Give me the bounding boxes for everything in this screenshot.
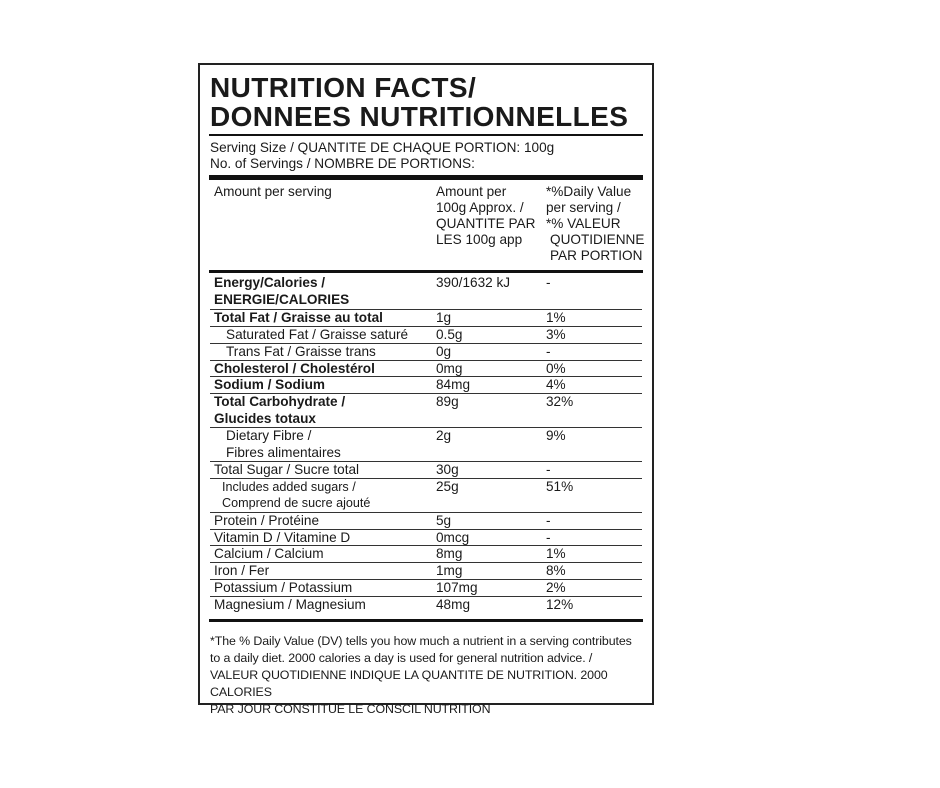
table-row [210, 393, 642, 428]
thin-divider [209, 134, 643, 136]
nutrient-daily-value: 1% [546, 546, 566, 562]
nutrient-name [226, 428, 341, 461]
header-col2-line: 100g Approx. / [436, 200, 524, 215]
nutrient-name-line: ENERGIE/CALORIES [214, 291, 350, 307]
nutrient-name-line: Saturated Fat / Graisse saturé [226, 326, 409, 342]
nutrient-name [214, 597, 366, 614]
table-row [210, 545, 642, 563]
nutrient-daily-value: - [546, 343, 551, 359]
nutrient-name-line: Trans Fat / Graisse trans [226, 343, 376, 359]
header-col3-line: per serving / [546, 200, 621, 215]
nutrient-daily-value: 32% [546, 394, 574, 410]
nutrient-name-line: Vitamin D / Vitamine D [214, 529, 351, 545]
nutrient-name-line: Glucides totaux [214, 410, 316, 426]
footnote-line: to a daily diet. 2000 calories a day is used for general nutrition advice. / [210, 651, 593, 665]
nutrient-name-line: Dietary Fibre / [226, 428, 312, 444]
nutrient-amount: 0mg [436, 360, 463, 376]
nutrient-daily-value: - [546, 529, 551, 545]
table-row [210, 596, 642, 614]
header-col2-line: Amount per [436, 184, 507, 199]
nutrient-amount: 107mg [436, 580, 478, 596]
header-daily-value [546, 184, 644, 264]
nutrient-amount: 30g [436, 461, 459, 477]
nutrient-amount: 48mg [436, 597, 471, 613]
nutrient-daily-value: 1% [546, 309, 566, 325]
nutrition-facts-label [198, 63, 654, 716]
nutrient-name-line: Protein / Protéine [214, 512, 320, 528]
nutrient-amount: 1g [436, 309, 452, 325]
nutrient-daily-value: - [546, 512, 551, 528]
header-col3-line: PAR PORTION [550, 248, 643, 263]
nutrient-amount: 390/1632 kJ [436, 275, 511, 290]
label-title [210, 73, 628, 131]
table-row [210, 478, 642, 513]
table-row [210, 512, 642, 530]
nutrient-name [222, 479, 370, 512]
nutrient-amount: 5g [436, 512, 452, 528]
nutrient-amount: 0.5g [436, 326, 463, 342]
nutrient-daily-value: 4% [546, 377, 566, 393]
nutrient-name [226, 327, 408, 344]
nutrient-daily-value: 3% [546, 326, 566, 342]
nutrient-name-line: Energy/Calories / [214, 275, 326, 290]
nutrient-name-line: Magnesium / Magnesium [214, 597, 366, 613]
nutrient-name-line: Iron / Fer [214, 563, 270, 579]
nutrient-daily-value: 12% [546, 597, 574, 613]
nutrient-name [214, 546, 324, 563]
table-row [210, 562, 642, 580]
header-col2-line: QUANTITE PAR [436, 216, 536, 231]
nutrient-name-line: Total Carbohydrate / [214, 394, 346, 410]
table-row [210, 343, 642, 361]
table-row [210, 309, 642, 327]
nutrient-name [214, 513, 319, 530]
nutrient-daily-value: - [546, 461, 551, 477]
serving-info [210, 140, 554, 172]
number-of-servings: No. of Servings / NOMBRE DE PORTIONS: [210, 156, 475, 171]
nutrient-name-line: Sodium / Sodium [214, 377, 326, 393]
header-amount-per-100g [436, 184, 535, 248]
nutrient-name [226, 344, 376, 361]
nutrient-amount: 0g [436, 343, 452, 359]
nutrient-name [214, 563, 269, 580]
nutrient-daily-value: 2% [546, 580, 566, 596]
table-row [210, 529, 642, 547]
nutrient-amount: 84mg [436, 377, 471, 393]
serving-size: Serving Size / QUANTITE DE CHAQUE PORTION: 100g [210, 140, 555, 155]
title-line-2: DONNEES NUTRITIONNELLES [210, 101, 629, 132]
nutrient-name-line: Comprend de sucre ajouté [222, 496, 371, 511]
footnote-line: *The % Daily Value (DV) tells you how much a nutrient in a serving contributes [210, 634, 632, 648]
nutrient-amount: 2g [436, 428, 452, 444]
nutrient-name-line: Fibres alimentaires [226, 444, 341, 460]
nutrient-amount: 89g [436, 394, 459, 410]
header-col2-line: LES 100g app [436, 232, 523, 247]
nutrient-daily-value: 9% [546, 428, 566, 444]
table-row [210, 275, 642, 309]
nutrient-daily-value: 8% [546, 563, 566, 579]
nutrient-daily-value: - [546, 275, 551, 290]
nutrient-name-line: Calcium / Calcium [214, 546, 324, 562]
footnote [210, 633, 648, 718]
table-row [210, 326, 642, 344]
footnote-line: VALEUR QUOTIDIENNE INDIQUE LA QUANTITE DE NUTRITION. 2000 CALORIES [210, 668, 608, 699]
nutrient-name [214, 462, 359, 479]
table-row [210, 376, 642, 394]
footnote-line: PAR JOUR CONSTITUE LE CONSCIL NUTRITION [210, 702, 491, 716]
header-col3-line: *%Daily Value [546, 184, 632, 199]
nutrient-daily-value: 0% [546, 360, 566, 376]
header-col3-line: QUOTIDIENNE [550, 232, 645, 247]
nutrient-name-line: Total Fat / Graisse au total [214, 309, 383, 325]
nutrient-name-line: Potassium / Potassium [214, 580, 353, 596]
header-col3-line: *% VALEUR [546, 216, 621, 231]
nutrient-name-line: Includes added sugars / [222, 479, 356, 494]
nutrient-name [214, 310, 383, 327]
nutrient-name-line: Cholesterol / Cholestérol [214, 360, 375, 376]
nutrient-amount: 0mcg [436, 529, 470, 545]
nutrient-name [214, 377, 325, 394]
title-line-1: NUTRITION FACTS/ [210, 72, 477, 103]
nutrient-name [214, 394, 345, 427]
footer-divider [209, 619, 643, 622]
nutrient-name [214, 361, 375, 378]
table-row [210, 461, 642, 479]
header-divider [209, 270, 643, 273]
table-row [210, 427, 642, 462]
nutrient-name [214, 530, 350, 547]
table-row [210, 360, 642, 378]
nutrient-name-line: Total Sugar / Sucre total [214, 461, 360, 477]
thick-divider [209, 175, 643, 180]
nutrient-amount: 1mg [436, 563, 463, 579]
nutrient-amount: 8mg [436, 546, 463, 562]
nutrient-amount: 25g [436, 478, 459, 494]
nutrient-name [214, 580, 352, 597]
nutrient-name [214, 275, 349, 308]
nutrient-daily-value: 51% [546, 478, 574, 494]
header-amount-per-serving: Amount per serving [214, 184, 332, 199]
table-row [210, 579, 642, 597]
